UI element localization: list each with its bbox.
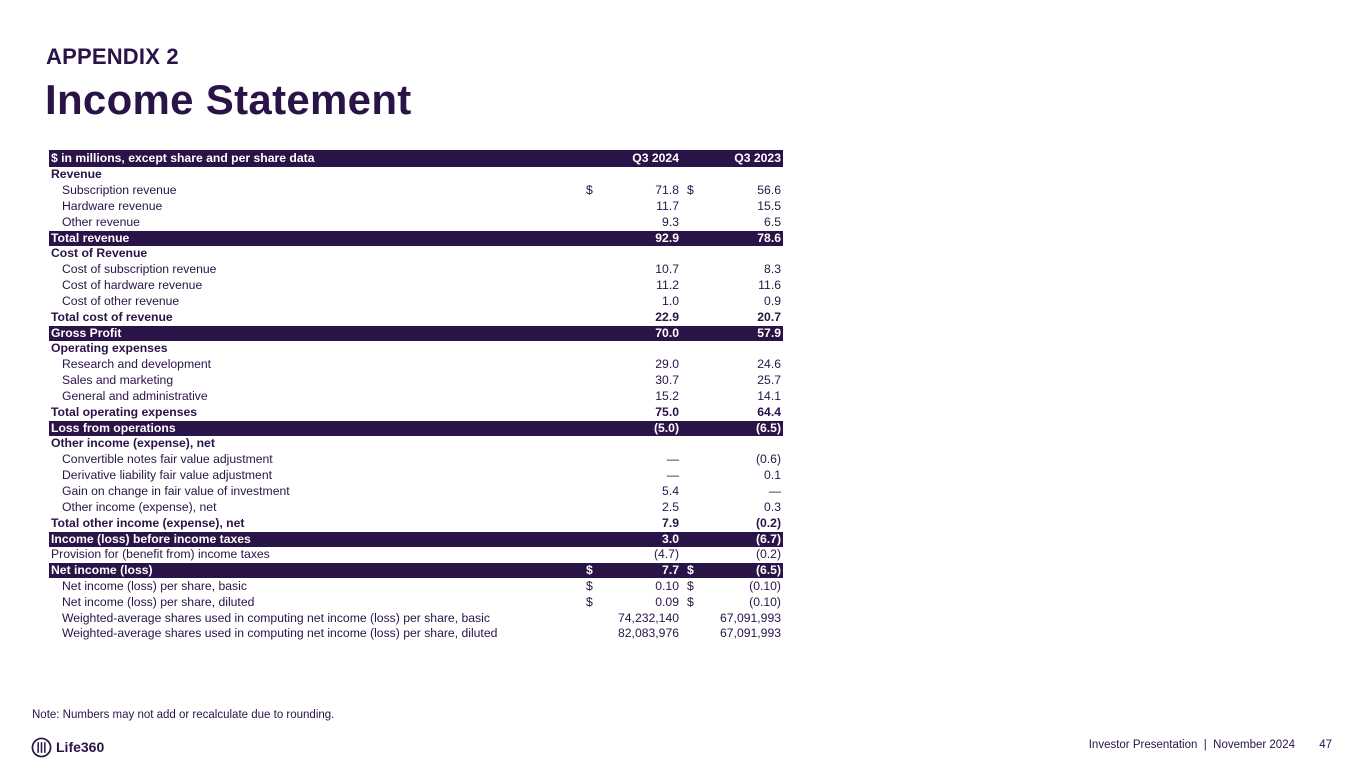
brand-name: Life360 (56, 739, 105, 755)
value-q3-2023: 0.9 (764, 293, 781, 308)
row-label: Convertible notes fair value adjustment (62, 452, 273, 467)
row-label: Sales and marketing (62, 372, 174, 387)
value-q3-2023: 64.4 (757, 404, 781, 419)
table-row (49, 563, 783, 578)
value-q3-2023: (0.2) (755, 515, 781, 530)
row-label: Revenue (51, 167, 102, 181)
value-q3-2024: 71.8 (655, 182, 679, 197)
row-label: Gross Profit (51, 325, 122, 340)
row-label: General and administrative (62, 388, 208, 403)
value-q3-2023: 57.9 (757, 325, 781, 340)
value-q3-2023: 67,091,993 (720, 610, 781, 625)
table-row (49, 215, 783, 231)
value-q3-2023: (0.10) (749, 594, 781, 609)
table-row (49, 468, 783, 484)
value-q3-2024: 11.2 (656, 277, 679, 292)
value-q3-2024: 70.0 (655, 325, 679, 340)
value-q3-2023: 67,091,993 (720, 626, 781, 641)
table-row (49, 373, 783, 389)
table-row (49, 405, 783, 421)
value-q3-2023: 24.6 (757, 357, 781, 372)
value-q3-2024: 15.2 (655, 388, 679, 403)
table-row (49, 532, 783, 547)
value-q3-2023: (0.2) (755, 547, 781, 562)
row-label: Subscription revenue (62, 182, 177, 197)
table-row (49, 357, 783, 373)
table-row (49, 452, 783, 468)
table-row (49, 183, 783, 199)
page-title: Income Statement (45, 76, 412, 123)
row-label: Net income (loss) per share, diluted (62, 594, 255, 609)
value-q3-2023: (0.6) (755, 452, 781, 467)
value-q3-2024: 30.7 (655, 372, 679, 387)
table-header-label: $ in millions, except share and per share data (51, 151, 315, 165)
value-q3-2024: (5.0) (653, 420, 679, 435)
value-q3-2023: 0.1 (764, 467, 781, 482)
row-label: Gain on change in fair value of investment (62, 483, 290, 498)
row-label: Hardware revenue (62, 198, 163, 213)
value-q3-2023: 8.3 (764, 262, 781, 277)
currency-symbol-q3-2024: $ (586, 594, 593, 609)
value-q3-2023: 78.6 (757, 230, 781, 245)
table-row (49, 231, 783, 246)
value-q3-2024: 7.9 (662, 515, 679, 530)
currency-symbol-q3-2023: $ (687, 182, 694, 197)
value-q3-2023: 15.5 (757, 198, 781, 213)
value-q3-2024: 3.0 (662, 531, 679, 546)
value-q3-2024: 1.0 (662, 293, 679, 308)
table-row (49, 421, 783, 436)
row-label: Cost of hardware revenue (62, 277, 203, 292)
row-label: Cost of subscription revenue (62, 262, 217, 277)
table-row (49, 547, 783, 563)
value-q3-2024: — (666, 467, 679, 482)
value-q3-2023: (6.5) (755, 420, 781, 435)
row-label: Weighted-average shares used in computing net income (loss) per share, diluted (62, 626, 498, 641)
value-q3-2023: 14.1 (757, 388, 781, 403)
value-q3-2024: 0.10 (655, 578, 679, 593)
value-q3-2023: 6.5 (764, 214, 781, 229)
row-label: Net income (loss) (51, 563, 153, 578)
table-row (49, 246, 783, 262)
value-q3-2024: 0.09 (655, 594, 679, 609)
section-kicker: APPENDIX 2 (46, 44, 179, 69)
row-label: Total cost of revenue (51, 309, 173, 324)
row-label: Cost of Revenue (51, 246, 148, 261)
row-label: Total other income (expense), net (51, 515, 245, 530)
value-q3-2024: 92.9 (655, 230, 679, 245)
table-row (49, 199, 783, 215)
row-label: Research and development (62, 357, 212, 372)
currency-symbol-q3-2024: $ (586, 578, 593, 593)
row-label: Net income (loss) per share, basic (62, 578, 247, 593)
value-q3-2024: 2.5 (662, 499, 679, 514)
value-q3-2024: 75.0 (655, 404, 679, 419)
value-q3-2024: 74,232,140 (618, 610, 679, 625)
table-header-q3-2023: Q3 2023 (734, 151, 781, 165)
table-header-row (49, 150, 783, 167)
table-row (49, 389, 783, 405)
row-label: Loss from operations (51, 420, 176, 435)
income-statement-table (49, 150, 783, 642)
row-label: Weighted-average shares used in computing net income (loss) per share, basic (62, 610, 490, 625)
table-row (49, 626, 783, 642)
value-q3-2024: 10.7 (655, 262, 679, 277)
page-number: 47 (1319, 739, 1332, 751)
table-row (49, 579, 783, 595)
table-row (49, 436, 783, 452)
row-label: Operating expenses (51, 341, 168, 356)
table-row (49, 167, 783, 183)
value-q3-2023: 20.7 (757, 309, 781, 324)
rounding-note: Note: Numbers may not add or recalculate due to rounding. (32, 709, 335, 721)
value-q3-2024: 82,083,976 (618, 626, 679, 641)
table-row (49, 595, 783, 611)
currency-symbol-q3-2024: $ (586, 182, 593, 197)
table-row (49, 611, 783, 627)
table-row (49, 294, 783, 310)
currency-symbol-q3-2023: $ (687, 578, 694, 593)
row-label: Other income (expense), net (62, 499, 217, 514)
table-row (49, 278, 783, 294)
value-q3-2024: 9.3 (662, 214, 679, 229)
currency-symbol-q3-2023: $ (687, 563, 694, 578)
value-q3-2023: 25.7 (757, 372, 781, 387)
footer-presentation-label: Investor Presentation | November 2024 (1088, 739, 1295, 751)
life360-logo-icon (31, 737, 52, 758)
life360-logo (31, 736, 104, 758)
value-q3-2023: 11.6 (758, 277, 781, 292)
row-label: Provision for (benefit from) income taxes (51, 547, 270, 562)
value-q3-2024: 22.9 (655, 309, 679, 324)
value-q3-2024: (4.7) (653, 547, 679, 562)
row-label: Cost of other revenue (62, 293, 180, 308)
row-label: Derivative liability fair value adjustment (62, 467, 272, 482)
value-q3-2024: 11.7 (656, 198, 679, 213)
table-row (49, 341, 783, 357)
currency-symbol-q3-2023: $ (687, 594, 694, 609)
row-label: Other revenue (62, 214, 140, 229)
table-row (49, 516, 783, 532)
value-q3-2024: 5.4 (662, 483, 679, 498)
table-header-q3-2024: Q3 2024 (632, 151, 679, 165)
currency-symbol-q3-2024: $ (586, 563, 593, 578)
value-q3-2023: (6.5) (755, 563, 781, 578)
row-label: Total operating expenses (51, 404, 198, 419)
row-label: Total revenue (51, 230, 130, 245)
value-q3-2023: 56.6 (757, 182, 781, 197)
value-q3-2024: — (666, 452, 679, 467)
value-q3-2024: 7.7 (662, 563, 679, 578)
table-row (49, 484, 783, 500)
value-q3-2023: (6.7) (755, 531, 781, 546)
value-q3-2024: 29.0 (655, 357, 679, 372)
table-row (49, 326, 783, 341)
row-label: Other income (expense), net (51, 436, 215, 451)
value-q3-2023: — (768, 483, 781, 498)
table-row (49, 500, 783, 516)
table-row (49, 262, 783, 278)
row-label: Income (loss) before income taxes (51, 531, 251, 546)
value-q3-2023: 0.3 (764, 499, 781, 514)
table-row (49, 310, 783, 326)
value-q3-2023: (0.10) (749, 578, 781, 593)
